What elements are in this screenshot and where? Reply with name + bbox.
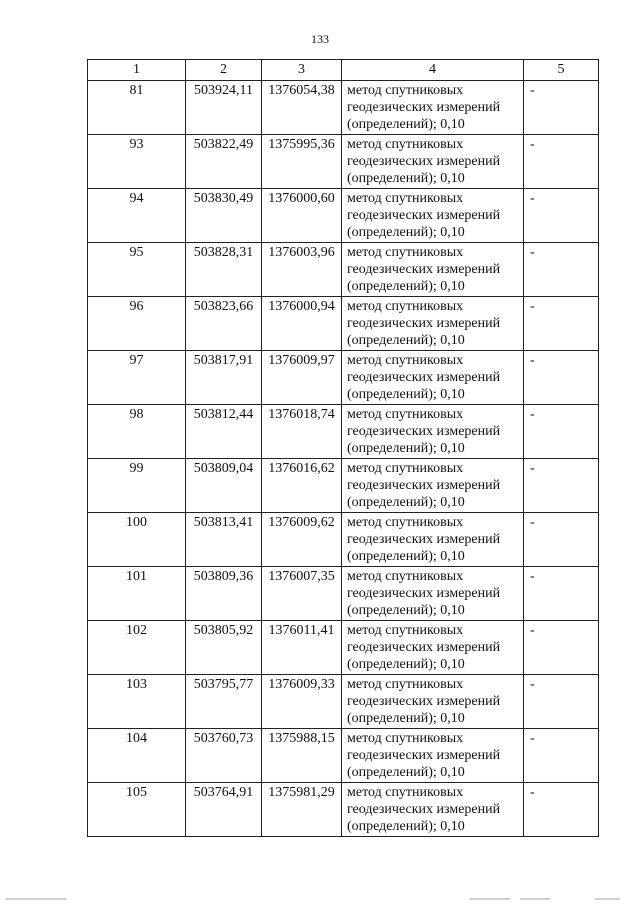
method-cell	[342, 189, 524, 243]
method-text-line-1: метод спутниковых	[347, 461, 464, 476]
error-description-cell: -	[524, 513, 599, 567]
method-text-line-2: геодезических измерений	[347, 424, 501, 439]
table-row	[88, 459, 599, 513]
error-description-cell: -	[524, 135, 599, 189]
method-text-line-1: метод спутниковых	[347, 137, 464, 152]
y-coordinate-cell: 1376003,96	[262, 243, 342, 297]
table-row	[88, 405, 599, 459]
x-coordinate-cell: 503830,49	[186, 189, 262, 243]
method-cell	[342, 297, 524, 351]
method-cell	[342, 135, 524, 189]
page-number: 133	[311, 32, 329, 46]
table-row	[88, 351, 599, 405]
method-text-line-3: (определений); 0,10	[347, 549, 465, 564]
method-text-line-1: метод спутниковых	[347, 515, 464, 530]
header-col-4: 4	[342, 60, 524, 81]
method-text-line-2: геодезических измерений	[347, 694, 501, 709]
point-number-cell: 98	[88, 405, 186, 459]
error-description-cell: -	[524, 621, 599, 675]
table-body	[88, 81, 599, 837]
method-cell	[342, 351, 524, 405]
point-number-cell: 93	[88, 135, 186, 189]
method-text-line-2: геодезических измерений	[347, 370, 501, 385]
method-text-line-3: (определений); 0,10	[347, 387, 465, 402]
method-text-line-3: (определений); 0,10	[347, 765, 465, 780]
method-text-line-3: (определений); 0,10	[347, 441, 465, 456]
x-coordinate-cell: 503760,73	[186, 729, 262, 783]
header-row	[88, 60, 599, 81]
table-header	[88, 60, 599, 81]
table-row	[88, 783, 599, 837]
error-description-cell: -	[524, 675, 599, 729]
method-cell	[342, 459, 524, 513]
y-coordinate-cell: 1376009,33	[262, 675, 342, 729]
method-cell	[342, 405, 524, 459]
point-number-cell: 94	[88, 189, 186, 243]
error-description-cell: -	[524, 297, 599, 351]
method-text-line-3: (определений); 0,10	[347, 657, 465, 672]
method-cell	[342, 567, 524, 621]
method-cell	[342, 729, 524, 783]
table-row	[88, 297, 599, 351]
point-number-cell: 105	[88, 783, 186, 837]
method-text-line-1: метод спутниковых	[347, 245, 464, 260]
method-text-line-3: (определений); 0,10	[347, 225, 465, 240]
method-text-line-2: геодезических измерений	[347, 262, 501, 277]
y-coordinate-cell: 1375981,29	[262, 783, 342, 837]
table-row	[88, 189, 599, 243]
method-cell	[342, 81, 524, 135]
method-text-line-1: метод спутниковых	[347, 191, 464, 206]
method-cell	[342, 783, 524, 837]
error-description-cell: -	[524, 405, 599, 459]
method-text-line-2: геодезических измерений	[347, 316, 501, 331]
x-coordinate-cell: 503764,91	[186, 783, 262, 837]
method-text-line-2: геодезических измерений	[347, 100, 501, 115]
method-text-line-1: метод спутниковых	[347, 299, 464, 314]
y-coordinate-cell: 1376009,62	[262, 513, 342, 567]
header-col-5: 5	[524, 60, 599, 81]
method-text-line-3: (определений); 0,10	[347, 279, 465, 294]
method-text-line-1: метод спутниковых	[347, 785, 464, 800]
method-text-line-1: метод спутниковых	[347, 677, 464, 692]
method-text-line-1: метод спутниковых	[347, 623, 464, 638]
method-cell	[342, 675, 524, 729]
y-coordinate-cell: 1376054,38	[262, 81, 342, 135]
header-col-3: 3	[262, 60, 342, 81]
table-row	[88, 729, 599, 783]
x-coordinate-cell: 503817,91	[186, 351, 262, 405]
method-text-line-2: геодезических измерений	[347, 640, 501, 655]
point-number-cell: 104	[88, 729, 186, 783]
method-text-line-2: геодезических измерений	[347, 478, 501, 493]
method-text-line-3: (определений); 0,10	[347, 603, 465, 618]
x-coordinate-cell: 503809,36	[186, 567, 262, 621]
point-number-cell: 102	[88, 621, 186, 675]
table-row	[88, 81, 599, 135]
method-cell	[342, 513, 524, 567]
y-coordinate-cell: 1376016,62	[262, 459, 342, 513]
method-text-line-2: геодезических измерений	[347, 748, 501, 763]
error-description-cell: -	[524, 243, 599, 297]
method-text-line-3: (определений); 0,10	[347, 819, 465, 834]
method-text-line-2: геодезических измерений	[347, 532, 501, 547]
method-text-line-3: (определений); 0,10	[347, 117, 465, 132]
y-coordinate-cell: 1375995,36	[262, 135, 342, 189]
method-text-line-1: метод спутниковых	[347, 83, 464, 98]
method-text-line-3: (определений); 0,10	[347, 495, 465, 510]
x-coordinate-cell: 503812,44	[186, 405, 262, 459]
point-number-cell: 95	[88, 243, 186, 297]
method-cell	[342, 243, 524, 297]
table-row	[88, 621, 599, 675]
x-coordinate-cell: 503823,66	[186, 297, 262, 351]
method-text-line-1: метод спутниковых	[347, 353, 464, 368]
x-coordinate-cell: 503805,92	[186, 621, 262, 675]
method-text-line-3: (определений); 0,10	[347, 171, 465, 186]
error-description-cell: -	[524, 783, 599, 837]
point-number-cell: 100	[88, 513, 186, 567]
x-coordinate-cell: 503795,77	[186, 675, 262, 729]
y-coordinate-cell: 1376000,94	[262, 297, 342, 351]
table-row	[88, 135, 599, 189]
scan-edge-marks	[0, 898, 640, 902]
table-row	[88, 567, 599, 621]
table-row	[88, 675, 599, 729]
y-coordinate-cell: 1376011,41	[262, 621, 342, 675]
error-description-cell: -	[524, 189, 599, 243]
method-cell	[342, 621, 524, 675]
table-row	[88, 513, 599, 567]
x-coordinate-cell: 503924,11	[186, 81, 262, 135]
point-number-cell: 81	[88, 81, 186, 135]
point-number-cell: 101	[88, 567, 186, 621]
error-description-cell: -	[524, 459, 599, 513]
error-description-cell: -	[524, 567, 599, 621]
x-coordinate-cell: 503809,04	[186, 459, 262, 513]
point-number-cell: 97	[88, 351, 186, 405]
y-coordinate-cell: 1376018,74	[262, 405, 342, 459]
point-number-cell: 96	[88, 297, 186, 351]
coordinates-table	[87, 59, 599, 837]
method-text-line-1: метод спутниковых	[347, 731, 464, 746]
y-coordinate-cell: 1375988,15	[262, 729, 342, 783]
x-coordinate-cell: 503822,49	[186, 135, 262, 189]
method-text-line-3: (определений); 0,10	[347, 333, 465, 348]
error-description-cell: -	[524, 351, 599, 405]
table-row	[88, 243, 599, 297]
x-coordinate-cell: 503828,31	[186, 243, 262, 297]
header-col-1: 1	[88, 60, 186, 81]
error-description-cell: -	[524, 729, 599, 783]
method-text-line-3: (определений); 0,10	[347, 711, 465, 726]
method-text-line-2: геодезических измерений	[347, 154, 501, 169]
point-number-cell: 99	[88, 459, 186, 513]
method-text-line-1: метод спутниковых	[347, 569, 464, 584]
method-text-line-2: геодезических измерений	[347, 802, 501, 817]
y-coordinate-cell: 1376007,35	[262, 567, 342, 621]
method-text-line-2: геодезических измерений	[347, 208, 501, 223]
point-number-cell: 103	[88, 675, 186, 729]
x-coordinate-cell: 503813,41	[186, 513, 262, 567]
header-col-2: 2	[186, 60, 262, 81]
y-coordinate-cell: 1376009,97	[262, 351, 342, 405]
method-text-line-1: метод спутниковых	[347, 407, 464, 422]
y-coordinate-cell: 1376000,60	[262, 189, 342, 243]
error-description-cell: -	[524, 81, 599, 135]
method-text-line-2: геодезических измерений	[347, 586, 501, 601]
